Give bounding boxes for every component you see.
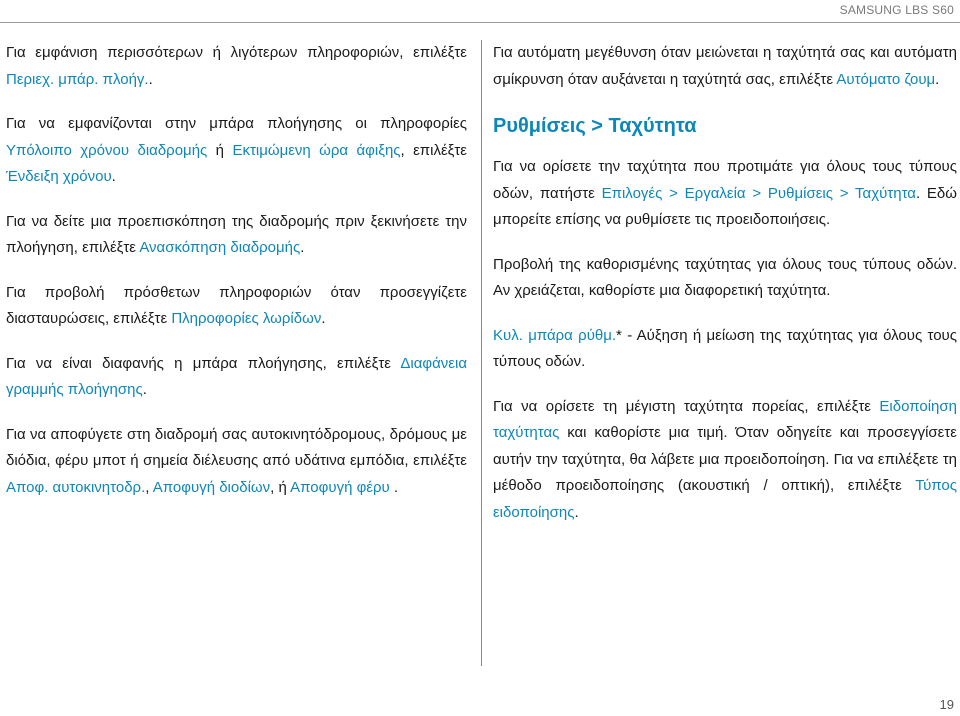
text: , επιλέξτε — [400, 141, 467, 159]
menu-path-speed: Επιλογές > Εργαλεία > Ρυθμίσεις > Ταχύτητα — [601, 184, 916, 202]
left-column — [6, 40, 467, 519]
option-remaining-route-time: Υπόλοιπο χρόνου διαδρομής — [6, 141, 208, 159]
text: . — [111, 168, 116, 185]
text: ή — [207, 141, 233, 159]
text: . — [300, 239, 305, 256]
paragraph-speed-warning — [493, 394, 957, 527]
text: Για να είναι διαφανής η μπάρα πλοήγησης, επιλέξτε — [6, 354, 401, 372]
option-speed-warning: Ειδοποίηση ταχύτητας — [493, 397, 957, 441]
page-number: 19 — [939, 697, 954, 712]
paragraph-nav-info — [6, 40, 467, 93]
paragraph-avoid-options — [6, 422, 467, 502]
text: . Εδώ μπορείτε επίσης να ρυθμίσετε τις προειδοποιήσεις. — [493, 184, 957, 228]
column-divider — [481, 40, 482, 666]
paragraph-time-indicator — [6, 111, 467, 191]
text: Για να εμφανίζονται στην μπάρα πλοήγησης οι πληροφορίες — [6, 115, 467, 132]
right-column — [493, 40, 957, 544]
option-time-indicator: Ένδειξη χρόνου — [6, 168, 112, 185]
option-auto-zoom: Αυτόματο ζουμ — [836, 70, 936, 88]
option-nav-bar-content: Περιεχ. μπάρ. πλοήγ. — [6, 70, 149, 88]
option-lane-info: Πληροφορίες λωρίδων — [171, 310, 322, 327]
paragraph-slider — [493, 323, 957, 376]
paragraph-transparency — [6, 351, 467, 404]
option-warning-type: Τύπος ειδοποίησης — [493, 477, 957, 521]
section-heading-speed: Ρυθμίσεις > Ταχύτητα — [493, 115, 697, 137]
text: . — [389, 478, 399, 496]
text: , — [145, 478, 153, 496]
text: Για αυτόματη μεγέθυνση όταν μειώνεται η ταχύτητά σας και αυτόματη σμίκρυνση όταν αυξάνεται η ταχύτητά σας, επιλέξτε — [493, 44, 957, 88]
text: . — [148, 70, 153, 88]
option-settings-slider: Κυλ. μπάρα ρύθμ. — [493, 326, 617, 344]
text: * - Αύξηση ή μείωση της ταχύτητας για όλους τους τύπους οδών. — [493, 326, 957, 370]
option-avoid-tolls: Αποφυγή διοδίων — [152, 478, 271, 496]
text: Για να δείτε μια προεπισκόπηση της διαδρομής πριν ξεκινήσετε την πλοήγηση, επιλέξτε — [6, 212, 467, 256]
text: . — [142, 381, 147, 398]
paragraph-auto-zoom — [493, 40, 957, 93]
paragraph-set-speed — [493, 154, 957, 234]
text: . — [574, 503, 579, 521]
paragraph-lane-info — [6, 280, 467, 333]
text: και καθορίστε μια τιμή. Όταν οδηγείτε και προσεγγίσετε αυτήν την ταχύτητα, θα λάβετε μια προειδοποίηση. Για να επιλέξετε τη μέθοδο προειδοποίησης (ακουστική / οπτική), επιλέξτε — [493, 424, 957, 494]
text: . — [935, 70, 940, 88]
paragraph-route-preview — [6, 209, 467, 262]
option-avoid-motorways: Αποφ. αυτοκινητοδρ. — [6, 478, 146, 496]
option-nav-bar-transparency: Διαφάνεια γραμμής πλοήγησης — [6, 354, 467, 398]
page-header — [0, 0, 960, 22]
text: Για προβολή πρόσθετων πληροφοριών όταν προσεγγίζετε διασταυρώσεις, επιλέξτε — [6, 283, 467, 327]
document-title: SAMSUNG LBS S60 — [839, 3, 954, 17]
text: Για να αποφύγετε στη διαδρομή σας αυτοκινητόδρομους, δρόμους με διόδια, φέρυ μποτ ή σημεία διέλευσης από υδάτινα εμπόδια, επιλέξτε — [6, 425, 467, 469]
header-divider — [0, 22, 960, 23]
option-route-overview: Ανασκόπηση διαδρομής — [139, 239, 301, 256]
text: , ή — [270, 478, 291, 496]
text: . — [321, 310, 326, 327]
option-estimated-arrival: Εκτιμώμενη ώρα άφιξης — [232, 141, 401, 159]
text: Για να ορίσετε τη μέγιστη ταχύτητα πορείας, επιλέξτε — [493, 397, 880, 415]
paragraph-speed-display: Προβολή της καθορισμένης ταχύτητας για όλους τους τύπους οδών. Αν χρειάζεται, καθορίστε μια διαφορετική ταχύτητα. — [493, 255, 957, 299]
text: Για εμφάνιση περισσότερων ή λιγότερων πληροφοριών, επιλέξτε — [6, 44, 467, 61]
option-avoid-ferry: Αποφυγή φέρυ — [290, 478, 390, 496]
text: Για να ορίσετε την ταχύτητα που προτιμάτε για όλους τους τύπους οδών, πατήστε — [493, 158, 957, 202]
